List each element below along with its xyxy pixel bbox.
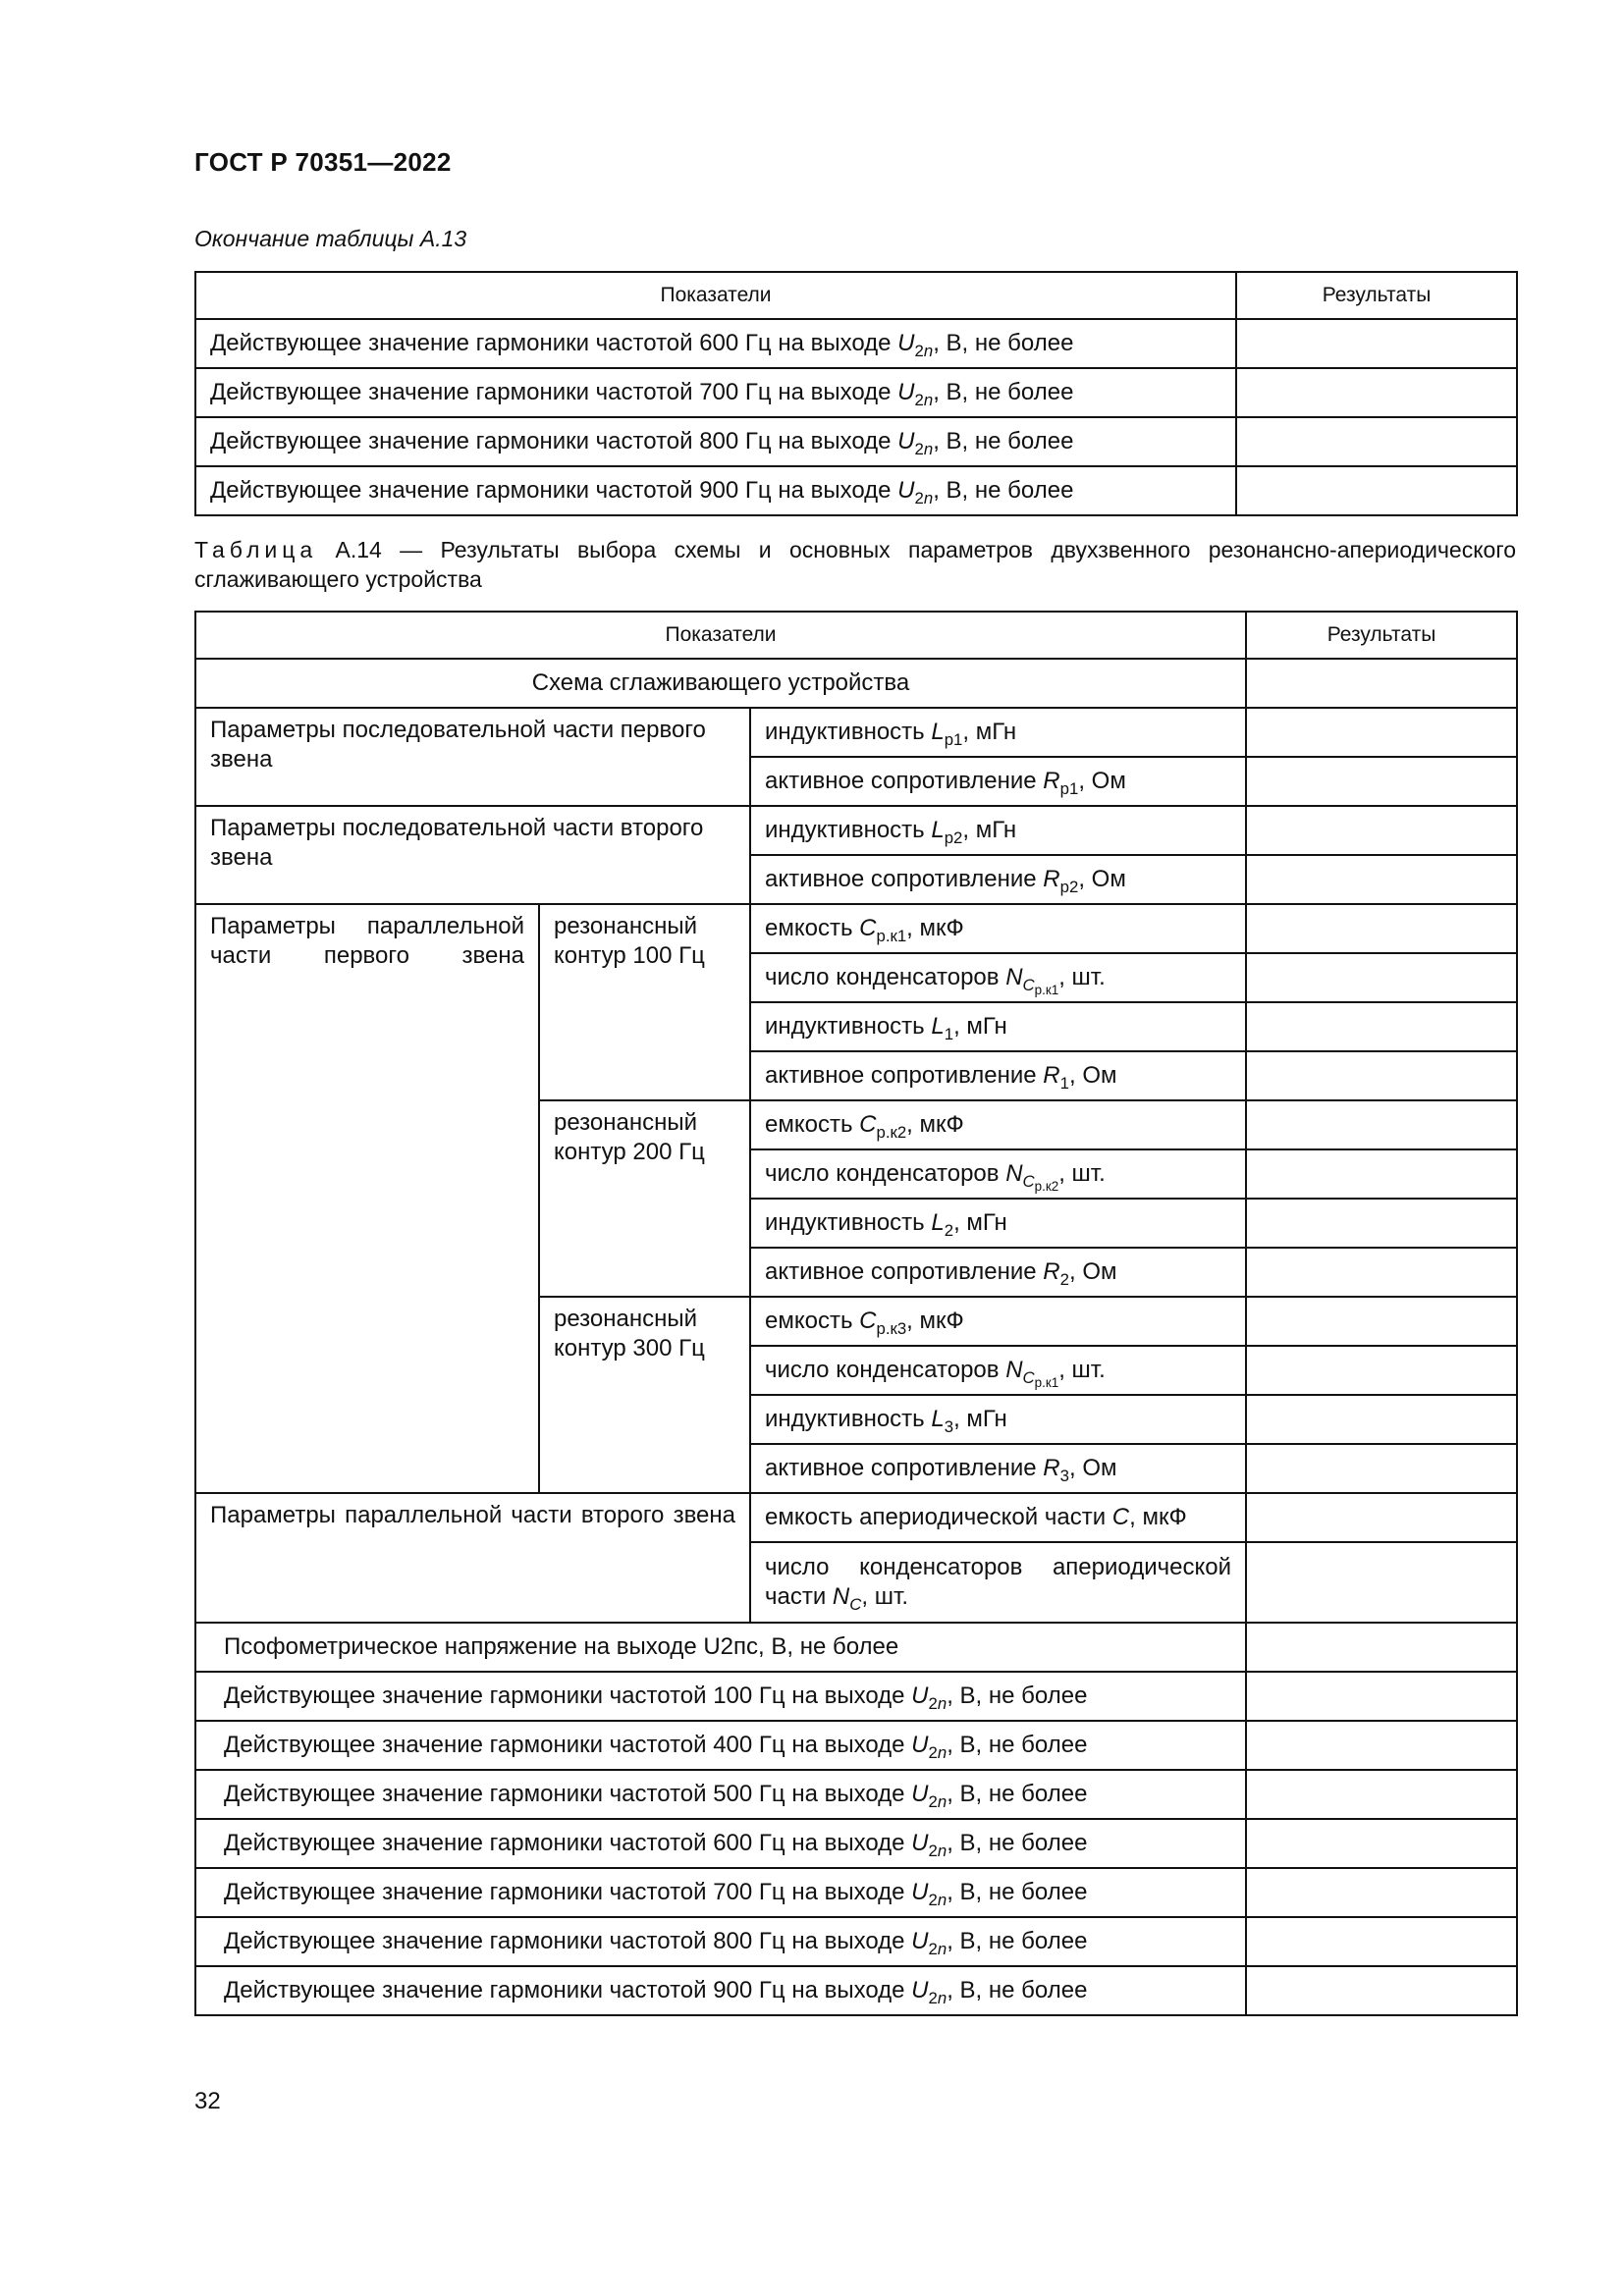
- table-header-row: [195, 272, 1517, 319]
- harmonic-cell: Действующее значение гармоники частотой 700 Гц на выходе $U_{2n}$, В, не более: [195, 1868, 1246, 1917]
- result-cell: [1246, 1248, 1517, 1297]
- result-cell: [1236, 319, 1517, 368]
- table-row: [195, 1819, 1517, 1868]
- table-row: [195, 659, 1517, 708]
- parameter-cell: емкость $C_{р.к3}$, мкФ: [750, 1297, 1246, 1346]
- parameter-cell: активное сопротивление $R_1$, Ом: [750, 1051, 1246, 1100]
- parallel1-group-cell: Параметры параллельной части первого звена: [195, 904, 539, 1493]
- harmonic-cell: Действующее значение гармоники частотой 900 Гц на выходе $U_{2n}$, В, не более: [195, 1966, 1246, 2015]
- parameter-cell: индуктивность $L_{p2}$, мГн: [750, 806, 1246, 855]
- harmonic-cell: Действующее значение гармоники частотой 100 Гц на выходе $U_{2n}$, В, не более: [195, 1672, 1246, 1721]
- result-cell: [1246, 806, 1517, 855]
- parameter-cell: индуктивность $L_2$, мГн: [750, 1199, 1246, 1248]
- parameter-cell: индуктивность $L_3$, мГн: [750, 1395, 1246, 1444]
- indicator-cell: Действующее значение гармоники частотой 700 Гц на выходе $U_{2n}$, В, не более: [195, 368, 1236, 417]
- result-cell: [1246, 1819, 1517, 1868]
- result-cell: [1236, 368, 1517, 417]
- table-row: [195, 417, 1517, 466]
- result-cell: [1246, 855, 1517, 904]
- parameter-cell: емкость $C_{р.к1}$, мкФ: [750, 904, 1246, 953]
- result-cell: [1246, 1721, 1517, 1770]
- parameter-cell: активное сопротивление $R_{p1}$, Ом: [750, 757, 1246, 806]
- result-cell: [1246, 1770, 1517, 1819]
- indicator-cell: Действующее значение гармоники частотой 900 Гц на выходе $U_{2n}$, В, не более: [195, 466, 1236, 515]
- parameter-cell: индуктивность $L_{p1}$, мГн: [750, 708, 1246, 757]
- caption-text: А.14 — Результаты выбора схемы и основных параметров двухзвенного резонансно-апериодического сглаживающего устройства: [194, 537, 1516, 592]
- result-cell: [1246, 1002, 1517, 1051]
- indicator-cell: Действующее значение гармоники частотой 600 Гц на выходе $U_{2n}$, В, не более: [195, 319, 1236, 368]
- table-row: [195, 904, 1517, 953]
- table-a13: [194, 271, 1518, 516]
- table-row: [195, 708, 1517, 757]
- parameter-cell: число конденсаторов $N_{C_{р.к2}}$, шт.: [750, 1149, 1246, 1199]
- result-cell: [1246, 1051, 1517, 1100]
- table-row: [195, 466, 1517, 515]
- result-cell: [1246, 1623, 1517, 1672]
- parameter-cell: число конденсаторов $N_{C_{р.к1}}$, шт.: [750, 953, 1246, 1002]
- table-header-row: [195, 612, 1517, 659]
- contour1-cell: резонансный контур 100 Гц: [539, 904, 750, 1100]
- parameter-cell: активное сопротивление $R_{p2}$, Ом: [750, 855, 1246, 904]
- result-cell: [1246, 1100, 1517, 1149]
- parameter-cell: число конденсаторов апериодической части $N_C$, шт.: [750, 1542, 1246, 1623]
- contour3-cell: резонансный контур 300 Гц: [539, 1297, 750, 1493]
- result-cell: [1246, 904, 1517, 953]
- parameter-cell: активное сопротивление $R_3$, Ом: [750, 1444, 1246, 1493]
- result-cell: [1246, 1868, 1517, 1917]
- result-cell: [1246, 708, 1517, 757]
- result-cell: [1246, 1395, 1517, 1444]
- table-row: [195, 368, 1517, 417]
- table-row: [195, 1770, 1517, 1819]
- contour2-cell: резонансный контур 200 Гц: [539, 1100, 750, 1297]
- table-row: [195, 806, 1517, 855]
- series2-group-cell: Параметры последовательной части второго звена: [195, 806, 750, 904]
- scheme-cell: Схема сглаживающего устройства: [195, 659, 1246, 708]
- parameter-cell: емкость $C_{р.к2}$, мкФ: [750, 1100, 1246, 1149]
- parameter-cell: емкость апериодической части C, мкФ: [750, 1493, 1246, 1542]
- harmonic-cell: Действующее значение гармоники частотой 400 Гц на выходе $U_{2n}$, В, не более: [195, 1721, 1246, 1770]
- table-a14-caption: [194, 535, 1516, 594]
- table-a13-continuation-caption: Окончание таблицы А.13: [194, 226, 467, 251]
- result-cell: [1246, 1966, 1517, 2015]
- parameter-cell: число конденсаторов $N_{C_{р.к1}}$, шт.: [750, 1346, 1246, 1395]
- result-cell: [1246, 757, 1517, 806]
- indicator-cell: Действующее значение гармоники частотой 800 Гц на выходе $U_{2n}$, В, не более: [195, 417, 1236, 466]
- result-cell: [1246, 1917, 1517, 1966]
- parameter-cell: индуктивность $L_1$, мГн: [750, 1002, 1246, 1051]
- table-row: [195, 319, 1517, 368]
- page-number: 32: [194, 2088, 221, 2114]
- column-header-indicators: Показатели: [195, 612, 1246, 659]
- table-row: [195, 1721, 1517, 1770]
- result-cell: [1246, 1493, 1517, 1542]
- result-cell: [1246, 1199, 1517, 1248]
- result-cell: [1246, 1297, 1517, 1346]
- result-cell: [1246, 1444, 1517, 1493]
- caption-label: Таблица: [194, 537, 318, 562]
- result-cell: [1246, 1149, 1517, 1199]
- harmonic-cell: Действующее значение гармоники частотой 600 Гц на выходе $U_{2n}$, В, не более: [195, 1819, 1246, 1868]
- table-row: [195, 1493, 1517, 1542]
- table-row: [195, 1672, 1517, 1721]
- result-cell: [1246, 1542, 1517, 1623]
- table-row: [195, 1966, 1517, 2015]
- table-row: [195, 1868, 1517, 1917]
- result-cell: [1236, 466, 1517, 515]
- result-cell: [1246, 659, 1517, 708]
- column-header-results: Результаты: [1236, 272, 1517, 319]
- column-header-indicators: Показатели: [195, 272, 1236, 319]
- result-cell: [1236, 417, 1517, 466]
- result-cell: [1246, 1672, 1517, 1721]
- table-row: [195, 1917, 1517, 1966]
- parallel2-group-cell: Параметры параллельной части второго звена: [195, 1493, 750, 1623]
- result-cell: [1246, 1346, 1517, 1395]
- series1-group-cell: Параметры последовательной части первого звена: [195, 708, 750, 806]
- parameter-cell: активное сопротивление $R_2$, Ом: [750, 1248, 1246, 1297]
- harmonic-cell: Действующее значение гармоники частотой 500 Гц на выходе $U_{2n}$, В, не более: [195, 1770, 1246, 1819]
- result-cell: [1246, 953, 1517, 1002]
- column-header-results: Результаты: [1246, 612, 1517, 659]
- table-row: [195, 1623, 1517, 1672]
- document-code: ГОСТ Р 70351—2022: [194, 147, 452, 177]
- harmonic-cell: Действующее значение гармоники частотой 800 Гц на выходе $U_{2n}$, В, не более: [195, 1917, 1246, 1966]
- psophometric-cell: Псофометрическое напряжение на выходе U2пс, В, не более: [195, 1623, 1246, 1672]
- table-a14: [194, 611, 1518, 2016]
